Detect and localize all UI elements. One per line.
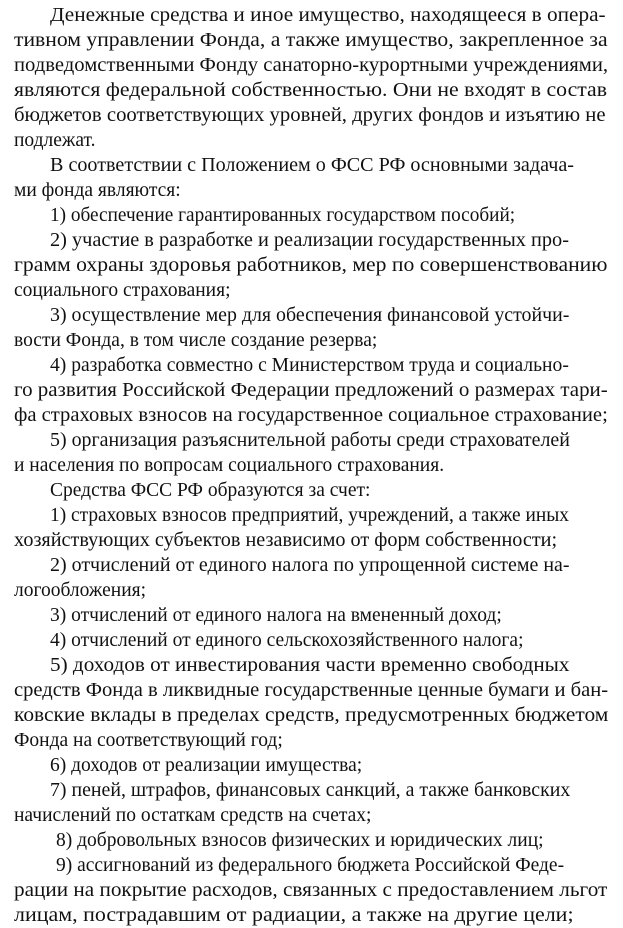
text-line: логообложения; [14, 580, 147, 601]
list-item: 4) отчислений от единого сельскохозяйственного налога; [50, 630, 524, 651]
text-line: социального страхования; [14, 280, 231, 301]
text-line: фа страховых взносов на государственное социальное страхование; [14, 405, 608, 426]
text-line: ми фонда являются: [14, 180, 181, 201]
list-item: 3) осуществление мер для обеспечения финансовой устойчи- [50, 305, 570, 326]
list-item: 4) разработка совместно с Министерством труда и социально- [50, 355, 569, 376]
text-line: бюджетов соответствующих уровней, других фондов и изъятию не [14, 105, 606, 126]
text-line: подведомственными Фонду санаторно-курортными учреждениями, [14, 55, 609, 76]
text-line: рации на покрытие расходов, связанных с предоставлением льгот [14, 880, 608, 901]
list-item: 1) обеспечение гарантированных государством пособий; [50, 205, 516, 226]
text-line: средств Фонда в ликвидные государственные ценные бумаги и бан- [14, 680, 609, 701]
text-line: хозяйствующих субъектов независимо от форм собственности; [14, 530, 558, 551]
text-line: являются федеральной собственностью. Они не входят в состав [14, 80, 608, 101]
text-line: го развития Российской Федерации предложений о размерах тари- [14, 380, 608, 401]
list-item: 5) организация разъяснительной работы среди страхователей [50, 430, 570, 451]
text-line: и населения по вопросам социального страхования. [14, 455, 445, 476]
text-line: подлежат. [14, 130, 96, 151]
list-item: 6) доходов от реализации имущества; [50, 755, 363, 776]
list-item: 5) доходов от инвестирования части временно свободных [50, 655, 570, 676]
text-line: вости Фонда, в том числе создание резерва; [14, 330, 378, 351]
text-line: Фонда на соответствующий год; [14, 730, 283, 751]
list-item: 2) участие в разработке и реализации государственных про- [50, 230, 569, 251]
text-line: В соответствии с Положением о ФСС РФ основными задача- [50, 155, 574, 176]
text-line: грамм охраны здоровья работников, мер по совершенствованию [14, 255, 608, 276]
text-line: Денежные средства и иное имущество, находящееся в опера- [50, 5, 606, 26]
list-item: 1) страховых взносов предприятий, учреждений, а также иных [50, 505, 569, 526]
list-item: 3) отчислений от единого налога на вмененный доход; [50, 605, 502, 626]
text-line: лицам, пострадавшим от радиации, а также на другие цели; [14, 905, 574, 926]
text-line: начислений по остаткам средств на счетах; [14, 805, 372, 826]
text-line: Средства ФСС РФ образуются за счет: [50, 480, 371, 501]
list-item: 8) добровольных взносов физических и юридических лиц; [56, 830, 544, 851]
list-item: 2) отчислений от единого налога по упрощенной системе на- [50, 555, 570, 576]
list-item: 9) ассигнований из федерального бюджета Российской Феде- [56, 855, 565, 876]
list-item: 7) пеней, штрафов, финансовых санкций, а также банковских [50, 780, 571, 801]
text-line: тивном управлении Фонда, а также имущество, закрепленное за [14, 30, 608, 51]
text-line: ковские вклады в пределах средств, предусмотренных бюджетом [14, 705, 609, 726]
